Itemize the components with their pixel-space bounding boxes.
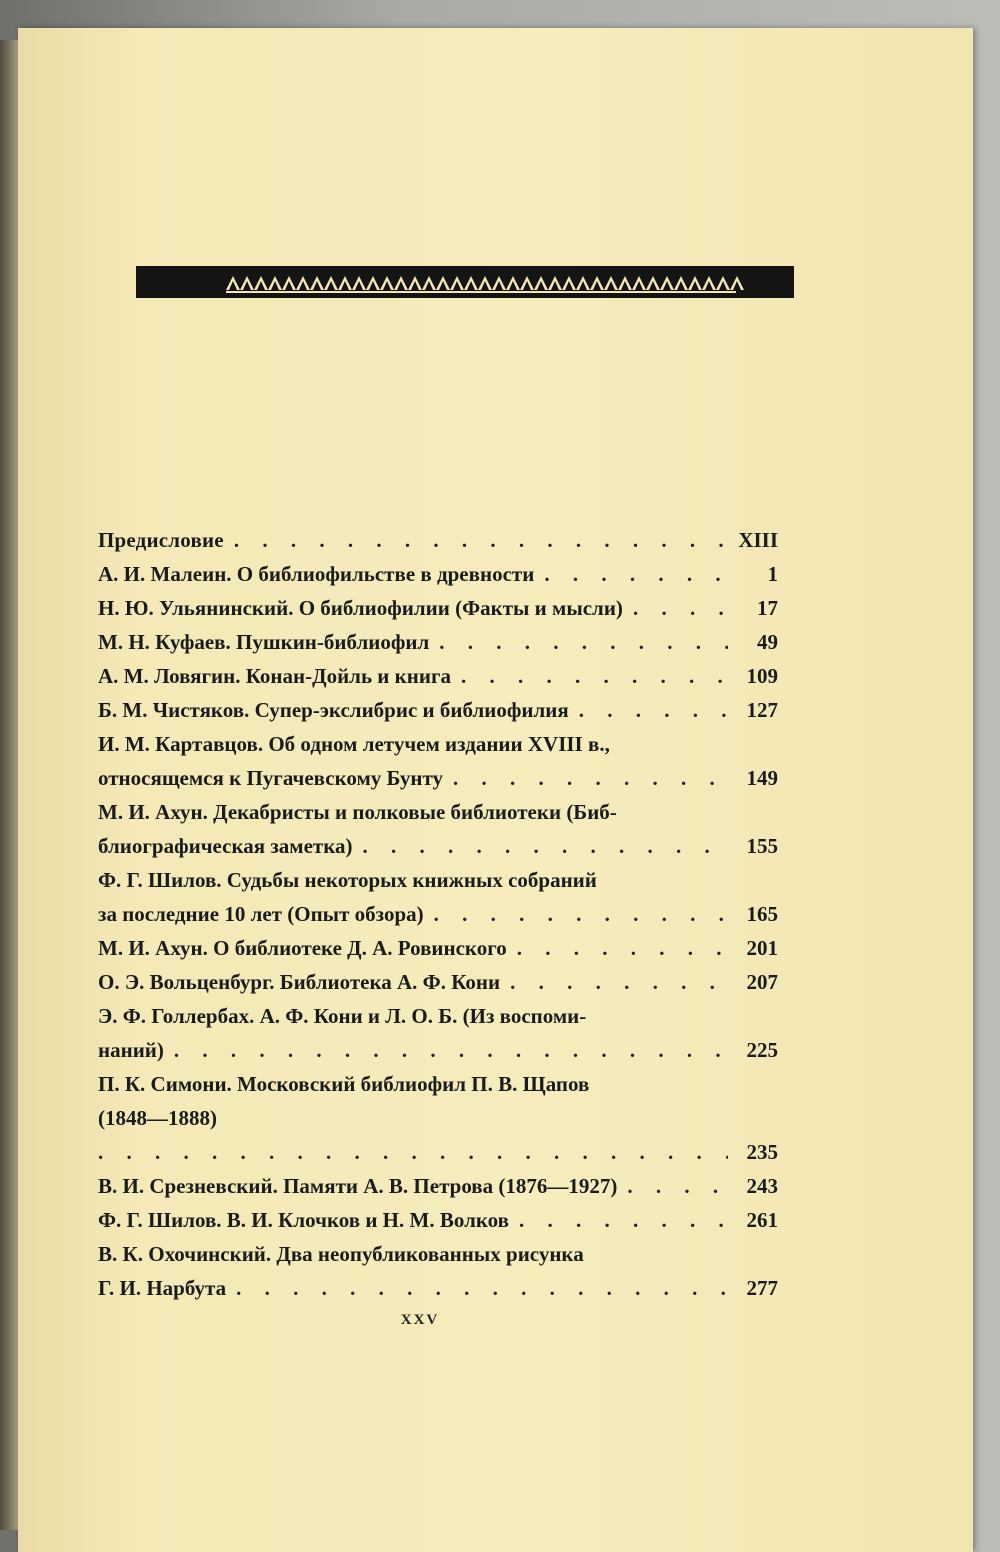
dot-leader bbox=[519, 1208, 728, 1233]
toc-line bbox=[98, 1140, 778, 1174]
toc-title-continued: Г. И. Нарбута bbox=[98, 1276, 227, 1300]
toc-entry bbox=[98, 664, 778, 698]
toc-line bbox=[98, 664, 778, 698]
toc-title: О. Э. Вольценбург. Библиотека А. Ф. Кони bbox=[98, 970, 501, 994]
toc-title-continued: (1848—1888) bbox=[98, 1106, 217, 1130]
dot-leader bbox=[453, 766, 728, 791]
toc-entry bbox=[98, 936, 778, 970]
toc-line bbox=[98, 800, 778, 834]
toc-entry bbox=[98, 698, 778, 732]
toc-entry bbox=[98, 1242, 778, 1310]
toc-entry bbox=[98, 800, 778, 868]
toc-page-number: 277 bbox=[746, 1276, 778, 1300]
dot-leader bbox=[544, 562, 728, 587]
toc-line bbox=[98, 1072, 778, 1106]
toc-line bbox=[98, 1106, 778, 1140]
toc-page-number: 1 bbox=[767, 562, 778, 586]
toc-entry bbox=[98, 1208, 778, 1242]
dot-leader bbox=[434, 902, 728, 927]
toc-line bbox=[98, 630, 778, 664]
toc-page-number: 155 bbox=[746, 834, 778, 858]
toc-line bbox=[98, 528, 778, 562]
ornament-baseline bbox=[226, 291, 736, 293]
toc-title: А. М. Ловягин. Конан-Дойль и книга bbox=[98, 664, 451, 688]
toc-line bbox=[98, 562, 778, 596]
toc-line bbox=[98, 936, 778, 970]
dot-leader bbox=[627, 1174, 728, 1199]
toc-line bbox=[98, 1174, 778, 1208]
toc-entry bbox=[98, 596, 778, 630]
toc-line bbox=[98, 1038, 778, 1072]
toc-page-number: 49 bbox=[757, 630, 778, 654]
toc-title: М. И. Ахун. Декабристы и полковые библиотеки (Биб- bbox=[98, 800, 617, 824]
dot-leader bbox=[517, 936, 728, 961]
toc-page-number: XIII bbox=[738, 528, 778, 552]
toc-line bbox=[98, 1276, 778, 1310]
toc-page-number: 109 bbox=[746, 664, 778, 688]
dot-leader bbox=[363, 834, 729, 859]
toc-page-number: 243 bbox=[746, 1174, 778, 1198]
toc-title: Ф. Г. Шилов. Судьбы некоторых книжных собраний bbox=[98, 868, 597, 892]
toc-page-number: 165 bbox=[746, 902, 778, 926]
toc-line bbox=[98, 596, 778, 630]
book-page bbox=[18, 28, 973, 1552]
toc-title: Н. Ю. Ульянинский. О библиофилии (Факты и мысли) bbox=[98, 596, 623, 620]
toc-page-number: 225 bbox=[746, 1038, 778, 1062]
toc-title: М. И. Ахун. О библиотеке Д. А. Ровинского bbox=[98, 936, 507, 960]
dot-leader bbox=[236, 1276, 728, 1301]
dot-leader bbox=[234, 528, 728, 553]
toc-entry bbox=[98, 562, 778, 596]
dot-leader bbox=[510, 970, 728, 995]
page-folio: XXV bbox=[400, 1312, 440, 1328]
toc-page-number: 235 bbox=[746, 1140, 778, 1164]
toc-entry bbox=[98, 868, 778, 936]
toc-page-number: 207 bbox=[746, 970, 778, 994]
toc-title-continued: наний) bbox=[98, 1038, 164, 1062]
dot-leader bbox=[633, 596, 728, 621]
toc-title: М. Н. Куфаев. Пушкин-библиофил bbox=[98, 630, 430, 654]
toc-line bbox=[98, 1208, 778, 1242]
toc-entry bbox=[98, 630, 778, 664]
toc-title: Б. М. Чистяков. Супер-экслибрис и библиофилия bbox=[98, 698, 569, 722]
toc-line bbox=[98, 1242, 778, 1276]
toc-entry bbox=[98, 1004, 778, 1072]
toc-entry bbox=[98, 528, 778, 562]
toc-line bbox=[98, 834, 778, 868]
toc-line bbox=[98, 902, 778, 936]
toc-page-number: 127 bbox=[746, 698, 778, 722]
toc-title: В. И. Срезневский. Памяти А. В. Петрова (1876—1927) bbox=[98, 1174, 618, 1198]
toc-page-number: 149 bbox=[746, 766, 778, 790]
dot-leader bbox=[439, 630, 728, 655]
toc-title: А. И. Малеин. О библиофильстве в древности bbox=[98, 562, 535, 586]
toc-title-continued: блиографическая заметка) bbox=[98, 834, 353, 858]
toc-line bbox=[98, 698, 778, 732]
toc-title: Предисловие bbox=[98, 528, 224, 552]
toc-line bbox=[98, 1004, 778, 1038]
toc-title: Э. Ф. Голлербах. А. Ф. Кони и Л. О. Б. (Из воспоми- bbox=[98, 1004, 587, 1028]
toc-title-continued: за последние 10 лет (Опыт обзора) bbox=[98, 902, 424, 926]
toc-entry bbox=[98, 970, 778, 1004]
toc-title: П. К. Симони. Московский библиофил П. В. Щапов bbox=[98, 1072, 590, 1096]
dot-leader bbox=[98, 1140, 728, 1165]
toc-title: И. М. Картавцов. Об одном летучем издании XVIII в., bbox=[98, 732, 610, 756]
dot-leader bbox=[174, 1038, 728, 1063]
toc-entry bbox=[98, 1174, 778, 1208]
toc-page-number: 201 bbox=[746, 936, 778, 960]
toc-line bbox=[98, 766, 778, 800]
toc-title: Ф. Г. Шилов. В. И. Клочков и Н. М. Волков bbox=[98, 1208, 509, 1232]
toc-page-number: 17 bbox=[757, 596, 778, 620]
toc-title: В. К. Охочинский. Два неопубликованных рисунка bbox=[98, 1242, 584, 1266]
toc-title-continued: относящемся к Пугачевскому Бунту bbox=[98, 766, 444, 790]
toc-entry bbox=[98, 732, 778, 800]
decorative-headpiece bbox=[136, 266, 794, 298]
toc-line bbox=[98, 868, 778, 902]
dot-leader bbox=[579, 698, 728, 723]
table-of-contents bbox=[98, 528, 778, 1310]
dot-leader bbox=[461, 664, 728, 689]
toc-line bbox=[98, 732, 778, 766]
toc-entry bbox=[98, 1072, 778, 1174]
toc-page-number: 261 bbox=[746, 1208, 778, 1232]
toc-line bbox=[98, 970, 778, 1004]
